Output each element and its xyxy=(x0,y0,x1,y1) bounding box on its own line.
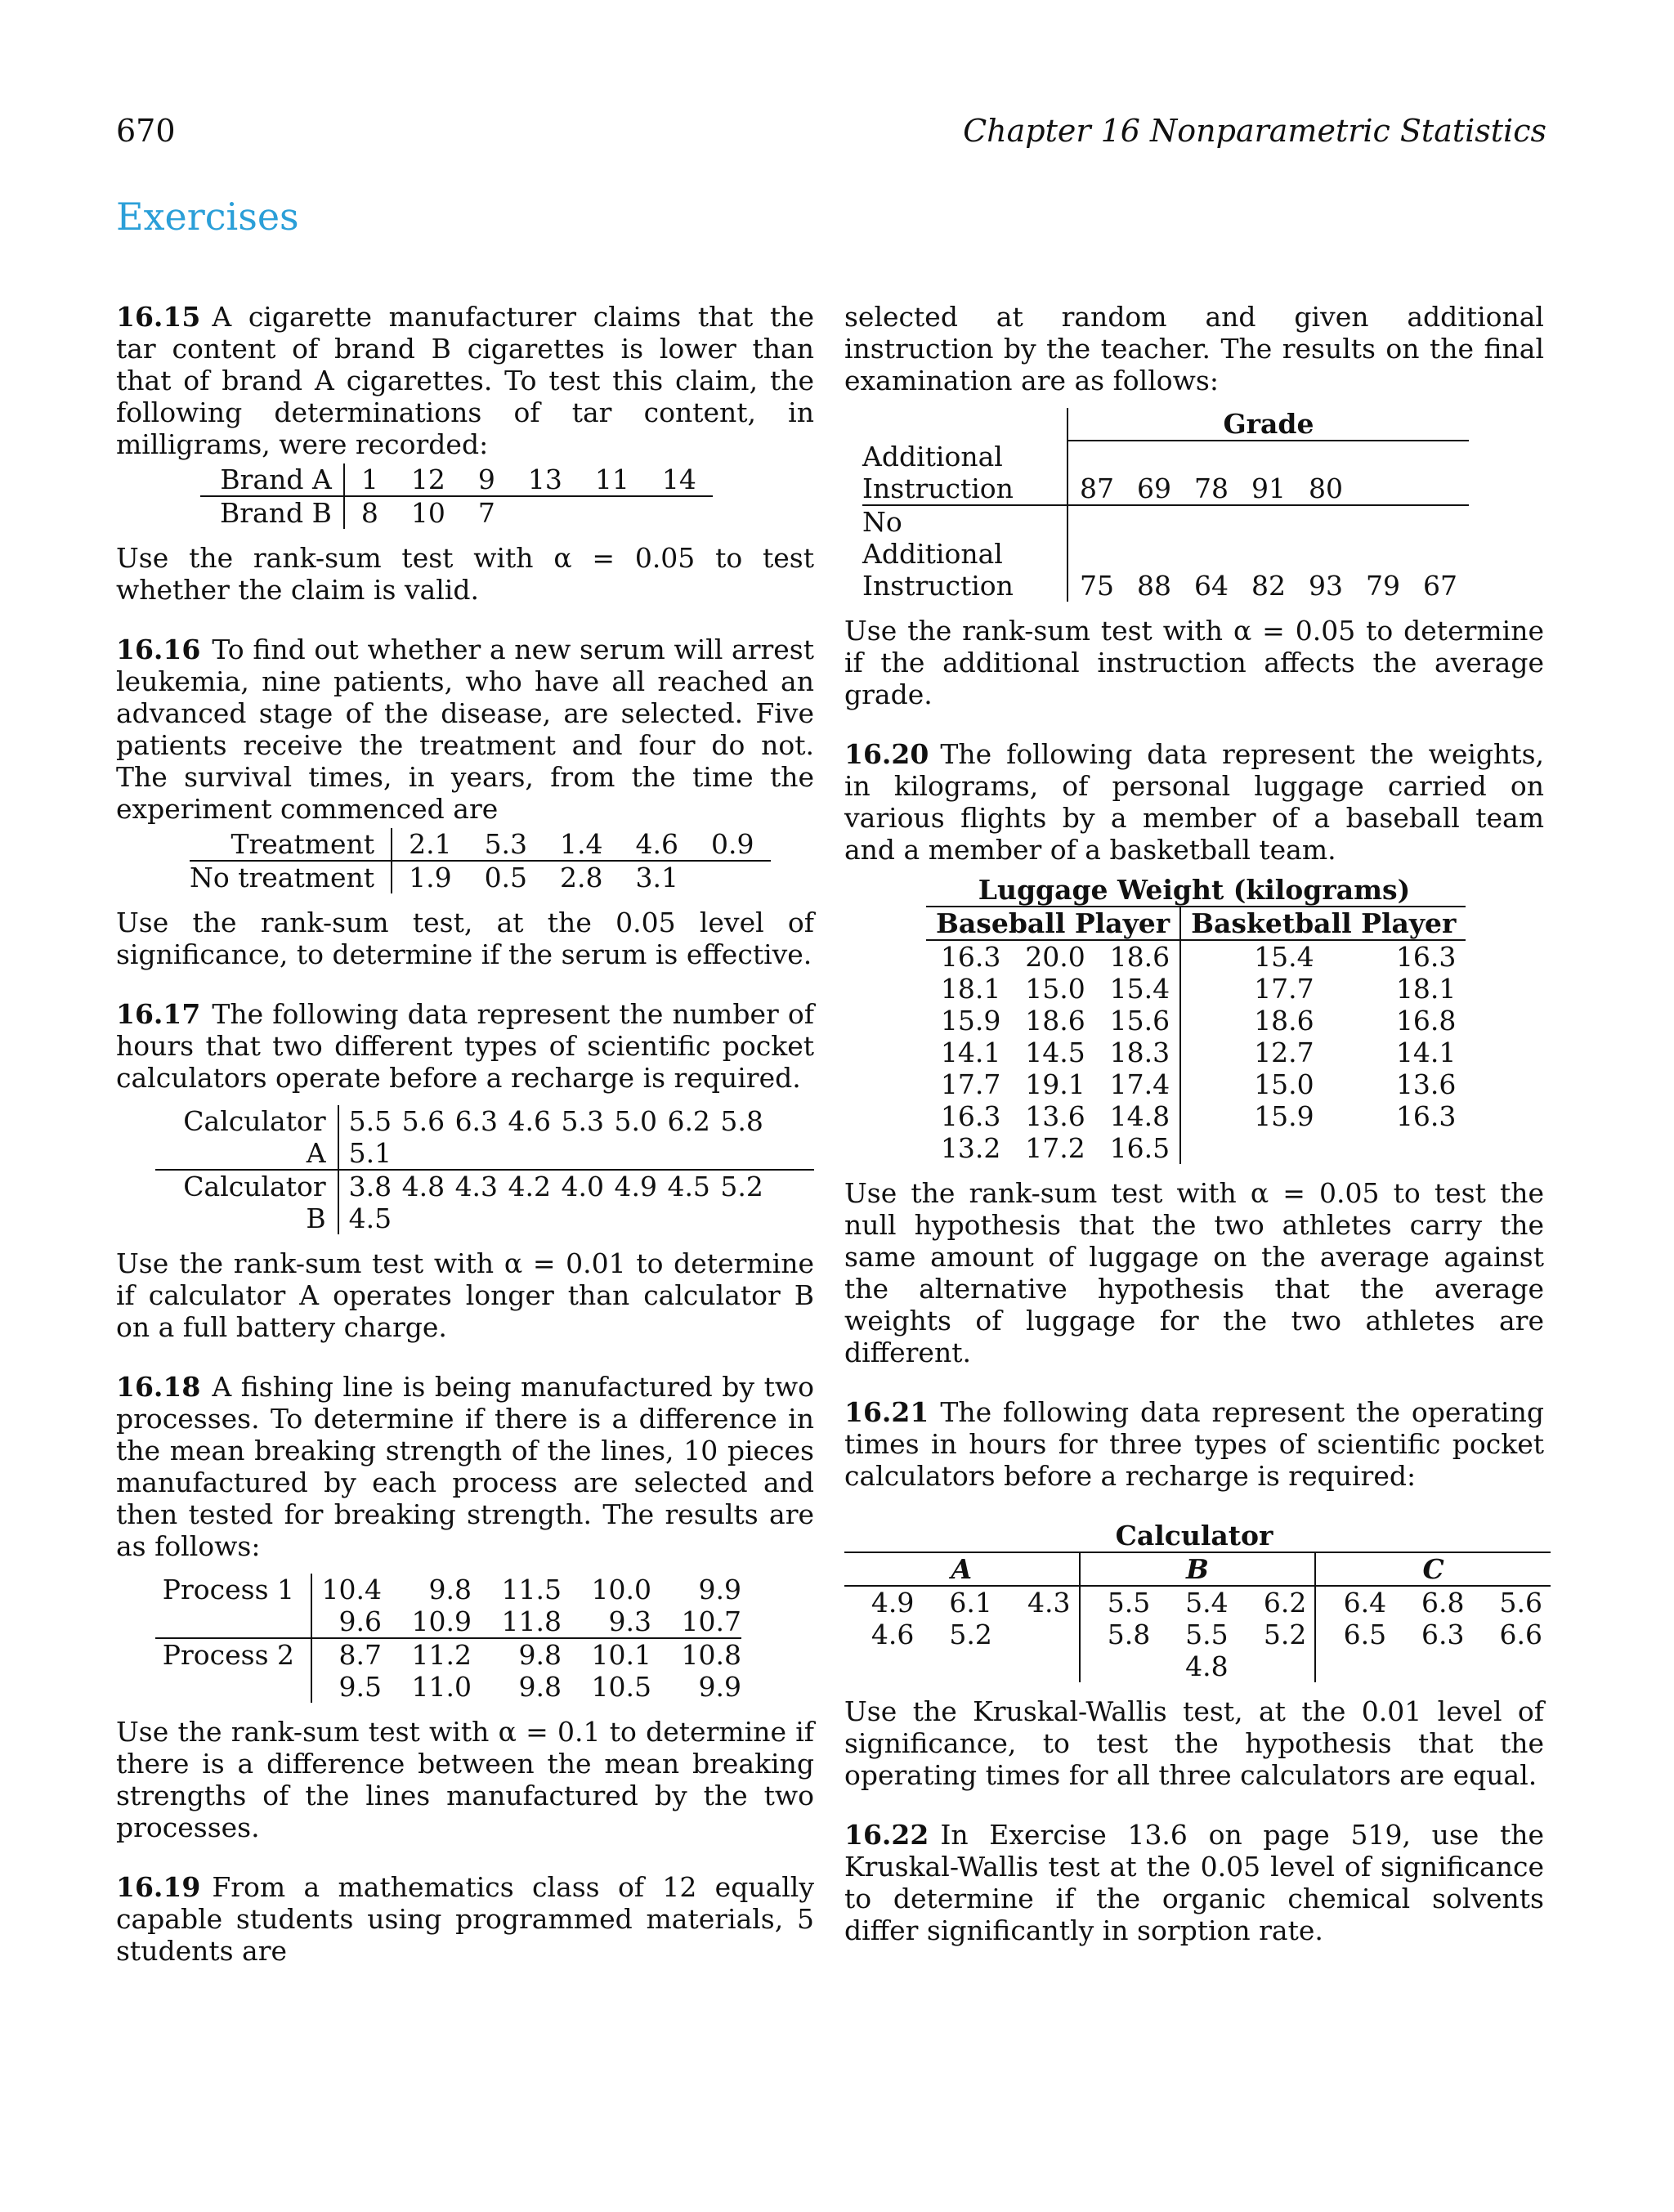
luggage-table-title: Luggage Weight (kilograms) xyxy=(978,874,1411,906)
table-cell: 11.2 xyxy=(411,1639,472,1671)
table-cell: 5.6 xyxy=(1499,1587,1542,1619)
table-cell: 10.9 xyxy=(382,1605,472,1638)
left-column xyxy=(116,301,814,1967)
table-cell xyxy=(1315,1650,1394,1682)
table-cell: 12 xyxy=(395,463,462,496)
table-cell: 3.8 4.8 4.3 4.2 4.0 4.9 4.5 5.2 4.5 xyxy=(348,1171,763,1234)
table-cell: 11.8 xyxy=(472,1605,562,1638)
table-cell: 2.1 xyxy=(392,828,468,861)
exercise-instruction: Use the rank-sum test with α = 0.05 to test the null hypothesis that the two athletes carry the same amount of luggage on the average against the alternative hypothesis that the average weights of luggage for the two athletes are different. xyxy=(844,1177,1544,1368)
exercise-16-18 xyxy=(116,1371,814,1562)
column-header: A xyxy=(844,1552,1080,1586)
table-cell xyxy=(1324,1132,1466,1164)
table-cell: 4.6 xyxy=(871,1619,915,1650)
table-cell xyxy=(1000,1619,1080,1650)
exercise-instruction: Use the rank-sum test with α = 0.01 to determine if calculator A operates longer than calculator B on a full battery charge. xyxy=(116,1247,814,1343)
exercise-number: 16.19 xyxy=(116,1871,201,1903)
table-cell: 6.3 xyxy=(1421,1619,1465,1650)
row-label: Brand A xyxy=(200,463,344,496)
table-row xyxy=(926,1005,1466,1037)
table-cell: 13.6 xyxy=(1395,1068,1457,1100)
table-cell: 9 xyxy=(462,463,512,496)
exercise-number: 16.21 xyxy=(844,1396,929,1428)
table-cell: 13 xyxy=(512,463,579,496)
table-row xyxy=(862,505,1469,570)
table-row xyxy=(844,1619,1551,1650)
table-cell: 9.8 xyxy=(518,1639,562,1671)
table-cell: 6.8 xyxy=(1421,1587,1465,1619)
table-cell: 4.8 xyxy=(1185,1650,1229,1682)
table-row xyxy=(926,1068,1466,1100)
table-cell: 5.5 xyxy=(1107,1587,1151,1619)
table-cell xyxy=(1394,1650,1472,1682)
table-header-row xyxy=(844,1552,1551,1586)
table-row xyxy=(155,1671,741,1703)
table-cell: 17.2 xyxy=(1025,1132,1085,1164)
table-row xyxy=(926,1037,1466,1068)
table-cell: 16.3 xyxy=(1395,1100,1457,1132)
table-row xyxy=(190,861,771,893)
table-row xyxy=(844,1650,1551,1682)
table-cell: 15.0 xyxy=(1025,973,1085,1005)
exercise-16-16 xyxy=(116,634,814,825)
table-cell: 6.1 xyxy=(949,1587,992,1619)
table-cell: 13.2 xyxy=(940,1132,1001,1164)
row-label: No treatment xyxy=(190,861,392,893)
calculator-hours-table xyxy=(155,1105,814,1234)
table-cell: 82 xyxy=(1251,570,1286,602)
table-cell xyxy=(1000,1650,1080,1682)
table-cell: 11 xyxy=(579,463,646,496)
table-cell: 1.9 xyxy=(409,862,452,893)
table-cell: 93 xyxy=(1309,570,1343,602)
exercise-number: 16.22 xyxy=(844,1819,929,1851)
table-cell: 9.6 xyxy=(311,1605,382,1638)
grade-header: Grade xyxy=(1068,408,1469,441)
exercise-16-17 xyxy=(116,998,814,1094)
table-cell: 1 xyxy=(344,463,395,496)
row-label: Additional xyxy=(862,441,1068,472)
exercise-text: In Exercise 13.6 on page 519, use the Kruskal-Wallis test at the 0.05 level of significance to determine if the organic chemical solvents differ significantly in sorption rate. xyxy=(844,1819,1544,1946)
table-cell: 0.9 xyxy=(695,828,770,861)
table-cell: 15.4 xyxy=(1095,973,1180,1005)
tar-content-table xyxy=(200,463,713,529)
row-label: Brand B xyxy=(200,496,344,529)
table-cell: 16.5 xyxy=(1095,1132,1180,1164)
table-cell: 14.5 xyxy=(1025,1037,1085,1068)
table-row xyxy=(926,973,1466,1005)
table-cell: 67 xyxy=(1423,570,1457,602)
table-cell: 9.8 xyxy=(518,1671,562,1703)
table-cell: 5.5 5.6 6.3 4.6 5.3 5.0 6.2 5.8 5.1 xyxy=(338,1105,814,1170)
table-cell: 9.9 xyxy=(698,1574,741,1605)
column-header: Baseball Player xyxy=(926,907,1180,940)
table-cell: 15.6 xyxy=(1095,1005,1180,1037)
table-cell: 16.3 xyxy=(940,1100,1001,1132)
table-row xyxy=(926,940,1466,973)
table-cell: 10.4 xyxy=(321,1574,382,1605)
table-cell: 80 xyxy=(1297,472,1354,505)
table-cell: 17.7 xyxy=(1254,973,1314,1005)
table-cell: 20.0 xyxy=(1025,941,1085,973)
table-cell: 9.3 xyxy=(562,1605,651,1638)
table-cell: 18.6 xyxy=(1095,940,1180,973)
table-cell: 87 xyxy=(1068,472,1126,505)
exercise-text: The following data represent the weights, in kilograms, of personal luggage carried on various flights by a member of a baseball team and a member of a basketball team. xyxy=(844,738,1544,866)
row-label: Process 1 xyxy=(155,1574,311,1605)
table-cell: 15.4 xyxy=(1254,941,1314,973)
table-cell: 9.5 xyxy=(338,1671,382,1703)
table-row xyxy=(200,463,713,496)
row-label xyxy=(155,1671,311,1703)
exercise-instruction: Use the Kruskal-Wallis test, at the 0.01 level of significance, to test the hypothesis that the operating times for all three calculators are equal. xyxy=(844,1695,1544,1791)
table-cell: 15.9 xyxy=(940,1005,1001,1037)
table-cell: 2.8 xyxy=(560,862,603,893)
table-cell: 11.0 xyxy=(411,1671,472,1703)
table-cell: 14.1 xyxy=(1395,1037,1457,1068)
table-cell xyxy=(1473,1650,1551,1682)
table-cell: 5.8 xyxy=(1107,1619,1151,1650)
table-cell: 9.9 xyxy=(698,1671,741,1703)
row-label: Calculator A xyxy=(155,1105,338,1170)
table-row xyxy=(926,1100,1466,1132)
table-cell: 5.4 xyxy=(1185,1587,1229,1619)
table-cell: 6.2 xyxy=(1237,1586,1316,1619)
exercise-text: A fishing line is being manufactured by two processes. To determine if there is a difference in the mean breaking strength of the lines, 10 pieces manufactured by each process are selected and then tested for breaking strength. The results are as follows: xyxy=(116,1371,814,1562)
table-row xyxy=(862,472,1469,505)
table-cell: 16.3 xyxy=(1395,941,1457,973)
table-cell: 64 xyxy=(1194,570,1229,602)
table-cell: 9.8 xyxy=(428,1574,472,1605)
table-cell: 88 xyxy=(1137,570,1171,602)
table-cell xyxy=(1412,472,1469,505)
table-cell: 75 xyxy=(1080,570,1114,602)
calculator-times-table xyxy=(844,1552,1551,1682)
table-cell: 7 xyxy=(477,497,495,529)
table-cell: 12.7 xyxy=(1254,1037,1314,1068)
table-cell: 91 xyxy=(1240,472,1297,505)
table-row xyxy=(155,1170,814,1234)
table-cell: 14 xyxy=(646,463,713,496)
table-cell: 4.9 xyxy=(871,1587,915,1619)
table-row xyxy=(155,1105,814,1170)
row-label xyxy=(155,1605,311,1638)
table-row xyxy=(155,1574,741,1605)
exercise-16-15 xyxy=(116,301,814,460)
table-cell xyxy=(1080,1650,1159,1682)
table-cell: 17.4 xyxy=(1095,1068,1180,1100)
exercise-number: 16.20 xyxy=(844,738,929,770)
row-label: Instruction xyxy=(862,570,1068,602)
right-column xyxy=(844,301,1544,1946)
table-cell xyxy=(1354,472,1412,505)
table-cell: 14.8 xyxy=(1095,1100,1180,1132)
calculator-table-title: Calculator xyxy=(1115,1520,1273,1552)
table-cell: 78 xyxy=(1183,472,1240,505)
table-cell: 10 xyxy=(410,497,445,529)
exercise-16-19-continued: selected at random and given additional instruction by the teacher. The results on the final examination are as follows: xyxy=(844,301,1544,396)
exercise-number: 16.16 xyxy=(116,634,201,665)
table-cell: 5.2 xyxy=(949,1619,992,1650)
table-cell: 8 xyxy=(360,497,378,529)
column-header: Basketball Player xyxy=(1180,907,1466,940)
row-label: Treatment xyxy=(190,828,392,861)
table-cell: 14.1 xyxy=(940,1037,1001,1068)
table-cell: 5.3 xyxy=(468,828,544,861)
exercise-16-19 xyxy=(116,1871,814,1967)
survival-times-table xyxy=(190,828,771,893)
table-cell: 79 xyxy=(1366,570,1400,602)
table-cell: 13.6 xyxy=(1025,1100,1085,1132)
table-cell: 6.4 xyxy=(1343,1587,1387,1619)
table-cell: 18.3 xyxy=(1095,1037,1180,1068)
table-cell: 6.6 xyxy=(1499,1619,1542,1650)
exercise-text: The following data represent the operating times in hours for three types of scientific pocket calculators before a recharge is required: xyxy=(844,1396,1544,1492)
table-cell xyxy=(512,496,579,529)
row-label: Process 2 xyxy=(155,1638,311,1671)
table-cell: 4.6 xyxy=(620,828,695,861)
table-row xyxy=(155,1638,741,1671)
table-cell: 0.5 xyxy=(484,862,528,893)
exercise-instruction: Use the rank-sum test with α = 0.05 to determine if the additional instruction affects the average grade. xyxy=(844,615,1544,710)
page-number: 670 xyxy=(116,113,176,149)
exercise-text: A cigarette manufacturer claims that the tar content of brand B cigarettes is lower than that of brand A cigarettes. To test this claim, the following determinations of tar content, in milligrams, were recorded: xyxy=(116,301,814,460)
table-cell: 5.2 xyxy=(1237,1619,1316,1650)
table-row xyxy=(155,1605,741,1638)
table-row xyxy=(190,828,771,861)
exercise-16-20 xyxy=(844,738,1544,866)
exercise-16-22 xyxy=(844,1819,1544,1946)
exercise-number: 16.18 xyxy=(116,1371,201,1403)
table-cell: 8.7 xyxy=(338,1639,382,1671)
table-cell xyxy=(1237,1650,1316,1682)
table-cell: 16.3 xyxy=(940,941,1001,973)
exercise-instruction: Use the rank-sum test, at the 0.05 level of significance, to determine if the serum is effective. xyxy=(116,907,814,970)
table-row xyxy=(926,1132,1466,1164)
row-label: Calculator B xyxy=(155,1170,338,1234)
table-cell: 69 xyxy=(1126,472,1183,505)
row-label: No Additional xyxy=(862,505,1068,570)
table-cell: 6.5 xyxy=(1343,1619,1387,1650)
table-cell: 17.7 xyxy=(940,1068,1001,1100)
table-cell: 10.5 xyxy=(591,1671,651,1703)
table-cell: 4.3 xyxy=(1000,1586,1080,1619)
exercise-16-21 xyxy=(844,1396,1544,1492)
table-cell: 3.1 xyxy=(635,862,679,893)
table-cell: 10.8 xyxy=(681,1639,741,1671)
column-header: B xyxy=(1080,1552,1316,1586)
table-cell: 18.1 xyxy=(1395,973,1457,1005)
table-cell: 5.5 xyxy=(1185,1619,1229,1650)
exercise-number: 16.17 xyxy=(116,998,201,1030)
table-row xyxy=(862,408,1469,441)
table-cell xyxy=(695,861,770,893)
table-cell xyxy=(579,496,646,529)
running-head: Chapter 16 Nonparametric Statistics xyxy=(963,113,1546,149)
table-cell: 18.6 xyxy=(1025,1005,1085,1037)
exercise-instruction: Use the rank-sum test with α = 0.1 to determine if there is a difference between the mean breaking strengths of the lines manufactured by the two processes. xyxy=(116,1716,814,1843)
table-cell xyxy=(844,1650,922,1682)
table-cell: 15.0 xyxy=(1254,1068,1314,1100)
section-title: Exercises xyxy=(116,195,299,239)
luggage-table xyxy=(926,906,1466,1164)
table-header-row xyxy=(926,907,1466,940)
exercise-number: 16.15 xyxy=(116,301,201,333)
table-cell: 18.1 xyxy=(940,973,1001,1005)
table-cell: 10.0 xyxy=(591,1574,651,1605)
exercise-text: The following data represent the number of hours that two different types of scientific pocket calculators operate before a recharge is required. xyxy=(116,998,814,1094)
table-cell: 10.7 xyxy=(651,1605,741,1638)
exercise-text: From a mathematics class of 12 equally capable students using programmed materials, 5 students are xyxy=(116,1871,814,1967)
table-cell: 11.5 xyxy=(501,1574,562,1605)
table-cell: 1.4 xyxy=(544,828,619,861)
table-cell: 15.9 xyxy=(1254,1100,1314,1132)
table-row xyxy=(862,570,1469,602)
table-cell: 18.6 xyxy=(1254,1005,1314,1037)
column-header: C xyxy=(1315,1552,1551,1586)
table-cell xyxy=(646,496,713,529)
table-cell: 16.8 xyxy=(1395,1005,1457,1037)
grade-table xyxy=(862,408,1469,602)
table-cell: 10.1 xyxy=(591,1639,651,1671)
breaking-strength-table xyxy=(155,1574,741,1703)
table-cell xyxy=(1180,1132,1324,1164)
exercise-instruction: Use the rank-sum test with α = 0.05 to test whether the claim is valid. xyxy=(116,542,814,606)
table-cell xyxy=(922,1650,1000,1682)
table-row xyxy=(200,496,713,529)
table-row xyxy=(862,441,1469,472)
exercise-text: To find out whether a new serum will arrest leukemia, nine patients, who have all reached an advanced stage of the disease, are selected. Five patients receive the treatment and four do not. The survival times, in years, from the time the experiment commenced are xyxy=(116,634,814,825)
row-label: Instruction xyxy=(862,472,1068,505)
table-cell: 19.1 xyxy=(1025,1068,1085,1100)
table-row xyxy=(844,1586,1551,1619)
